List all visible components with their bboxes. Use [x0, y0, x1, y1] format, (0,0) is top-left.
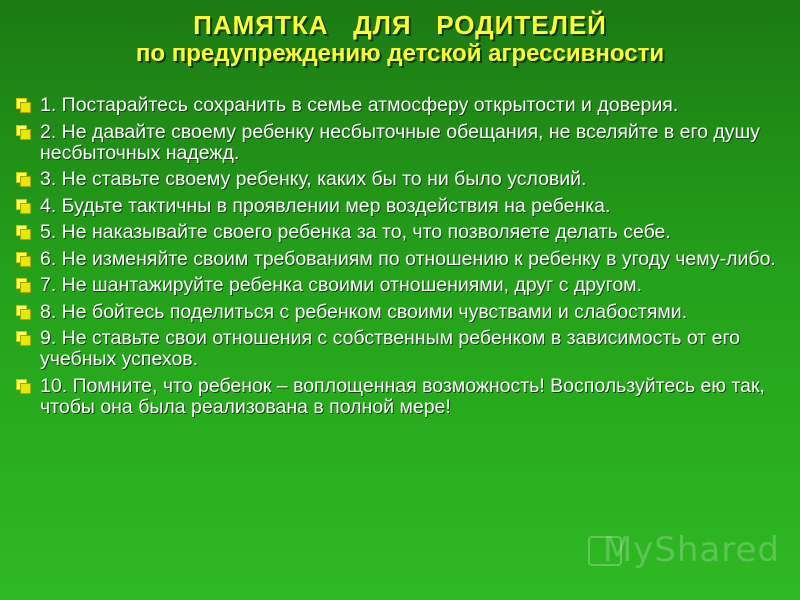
list-item	[14, 169, 786, 190]
list-item	[14, 328, 786, 370]
list-item-text: 7. Не шантажируйте ребенка своими отношениями, друг с другом.	[40, 274, 642, 296]
square-bullet-icon	[16, 379, 29, 392]
square-bullet-icon	[16, 172, 29, 185]
square-bullet-icon	[16, 252, 29, 265]
list-item-text: 9. Не ставьте свои отношения с собственным ребенком в зависимость от его учебных успехов.	[40, 327, 740, 370]
list-item-text: 10. Помните, что ребенок – воплощенная возможность! Воспользуйтесь ею так, чтобы она была реализована в полной мере!	[40, 374, 765, 418]
page-subtitle: по предупреждению детской агрессивности	[135, 40, 665, 67]
list-item-text: 1. Постарайтесь сохранить в семье атмосферу открытости и доверия.	[40, 94, 679, 116]
list-item-text: 5. Не наказывайте своего ребенка за то, что позволяете делать себе.	[40, 221, 671, 243]
page-title: ПАМЯТКА ДЛЯ РОДИТЕЛЕЙ	[193, 10, 607, 40]
list-item-text: 4. Будьте тактичны в проявлении мер воздействия на ребенка.	[40, 194, 611, 217]
square-bullet-icon	[16, 331, 29, 344]
square-bullet-icon	[16, 278, 29, 291]
square-bullet-icon	[16, 305, 29, 318]
list-item-text: 2. Не давайте своему ребенку несбыточные обещания, не вселяйте в его душу несбыточных надежд.	[40, 120, 760, 164]
memo-list	[14, 95, 786, 423]
list-item	[14, 275, 786, 296]
square-bullet-icon	[16, 199, 29, 212]
square-bullet-icon	[16, 225, 29, 238]
list-item	[14, 222, 786, 243]
title-block	[0, 10, 800, 68]
list-item-text: 3. Не ставьте своему ребенку, каких бы то ни было условий.	[40, 168, 587, 190]
square-bullet-icon	[16, 125, 29, 138]
list-item	[14, 302, 786, 323]
watermark: MyShared	[602, 530, 780, 570]
square-bullet-icon	[16, 98, 29, 111]
list-item	[14, 376, 786, 418]
list-item-text: 6. Не изменяйте своим требованиям по отношению к ребенку в угоду чему-либо.	[40, 247, 776, 270]
list-item	[14, 95, 786, 116]
list-item	[14, 122, 786, 164]
list-item	[14, 249, 786, 270]
list-item	[14, 196, 786, 217]
list-item-text: 8. Не бойтесь поделиться с ребенком своими чувствами и слабостями.	[40, 300, 688, 323]
